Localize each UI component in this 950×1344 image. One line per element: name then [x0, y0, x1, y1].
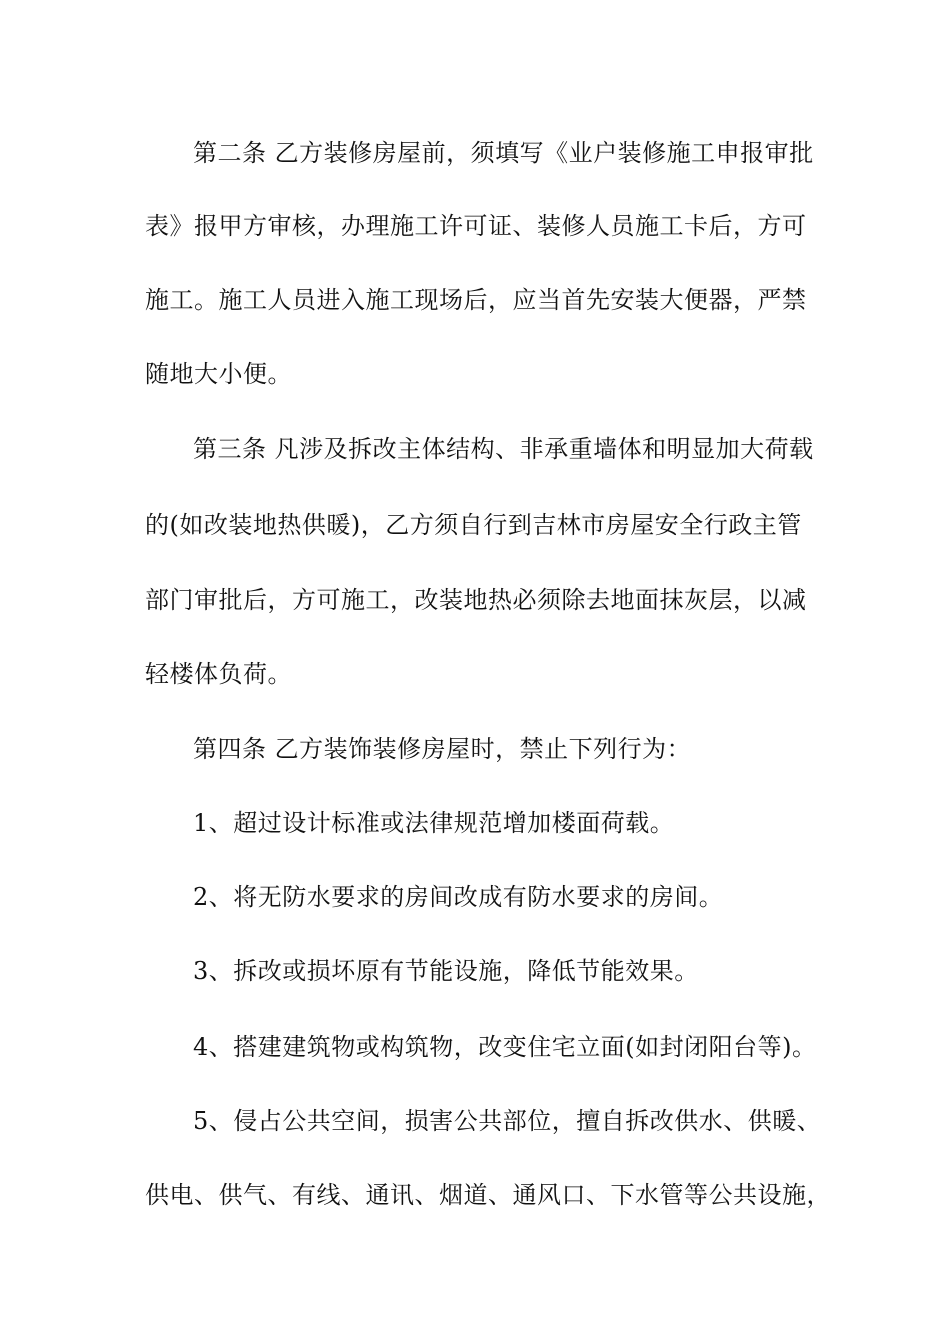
- list-item-2: 2、将无防水要求的房间改成有防水要求的房间。: [193, 883, 724, 911]
- article-3-line-3: 部门审批后，方可施工，改装地热必须除去地面抹灰层，以减: [145, 586, 807, 614]
- article-3-line-2: 的(如改装地热供暖)，乙方须自行到吉林市房屋安全行政主管: [145, 511, 802, 539]
- article-2-line-4: 随地大小便。: [145, 360, 292, 388]
- article-2-line-1: 第二条 乙方装修房屋前，须填写《业户装修施工申报审批: [193, 139, 814, 167]
- list-item-5-line-2: 供电、供气、有线、通讯、烟道、通风口、下水管等公共设施，: [145, 1181, 831, 1209]
- list-item-4: 4、搭建建筑物或构筑物，改变住宅立面(如封闭阳台等)。: [193, 1033, 817, 1061]
- article-2-line-3: 施工。施工人员进入施工现场后，应当首先安装大便器，严禁: [145, 286, 807, 314]
- list-item-1: 1、超过设计标准或法律规范增加楼面荷载。: [193, 809, 675, 837]
- article-2-line-2: 表》报甲方审核，办理施工许可证、装修人员施工卡后，方可: [145, 212, 807, 240]
- list-item-3: 3、拆改或损坏原有节能设施，降低节能效果。: [193, 957, 699, 985]
- article-3-line-4: 轻楼体负荷。: [145, 660, 292, 688]
- article-4-heading: 第四条 乙方装饰装修房屋时，禁止下列行为：: [193, 735, 692, 763]
- article-3-line-1: 第三条 凡涉及拆改主体结构、非承重墙体和明显加大荷载: [193, 435, 814, 463]
- list-item-5-line-1: 5、侵占公共空间，损害公共部位，擅自拆改供水、供暖、: [193, 1107, 822, 1135]
